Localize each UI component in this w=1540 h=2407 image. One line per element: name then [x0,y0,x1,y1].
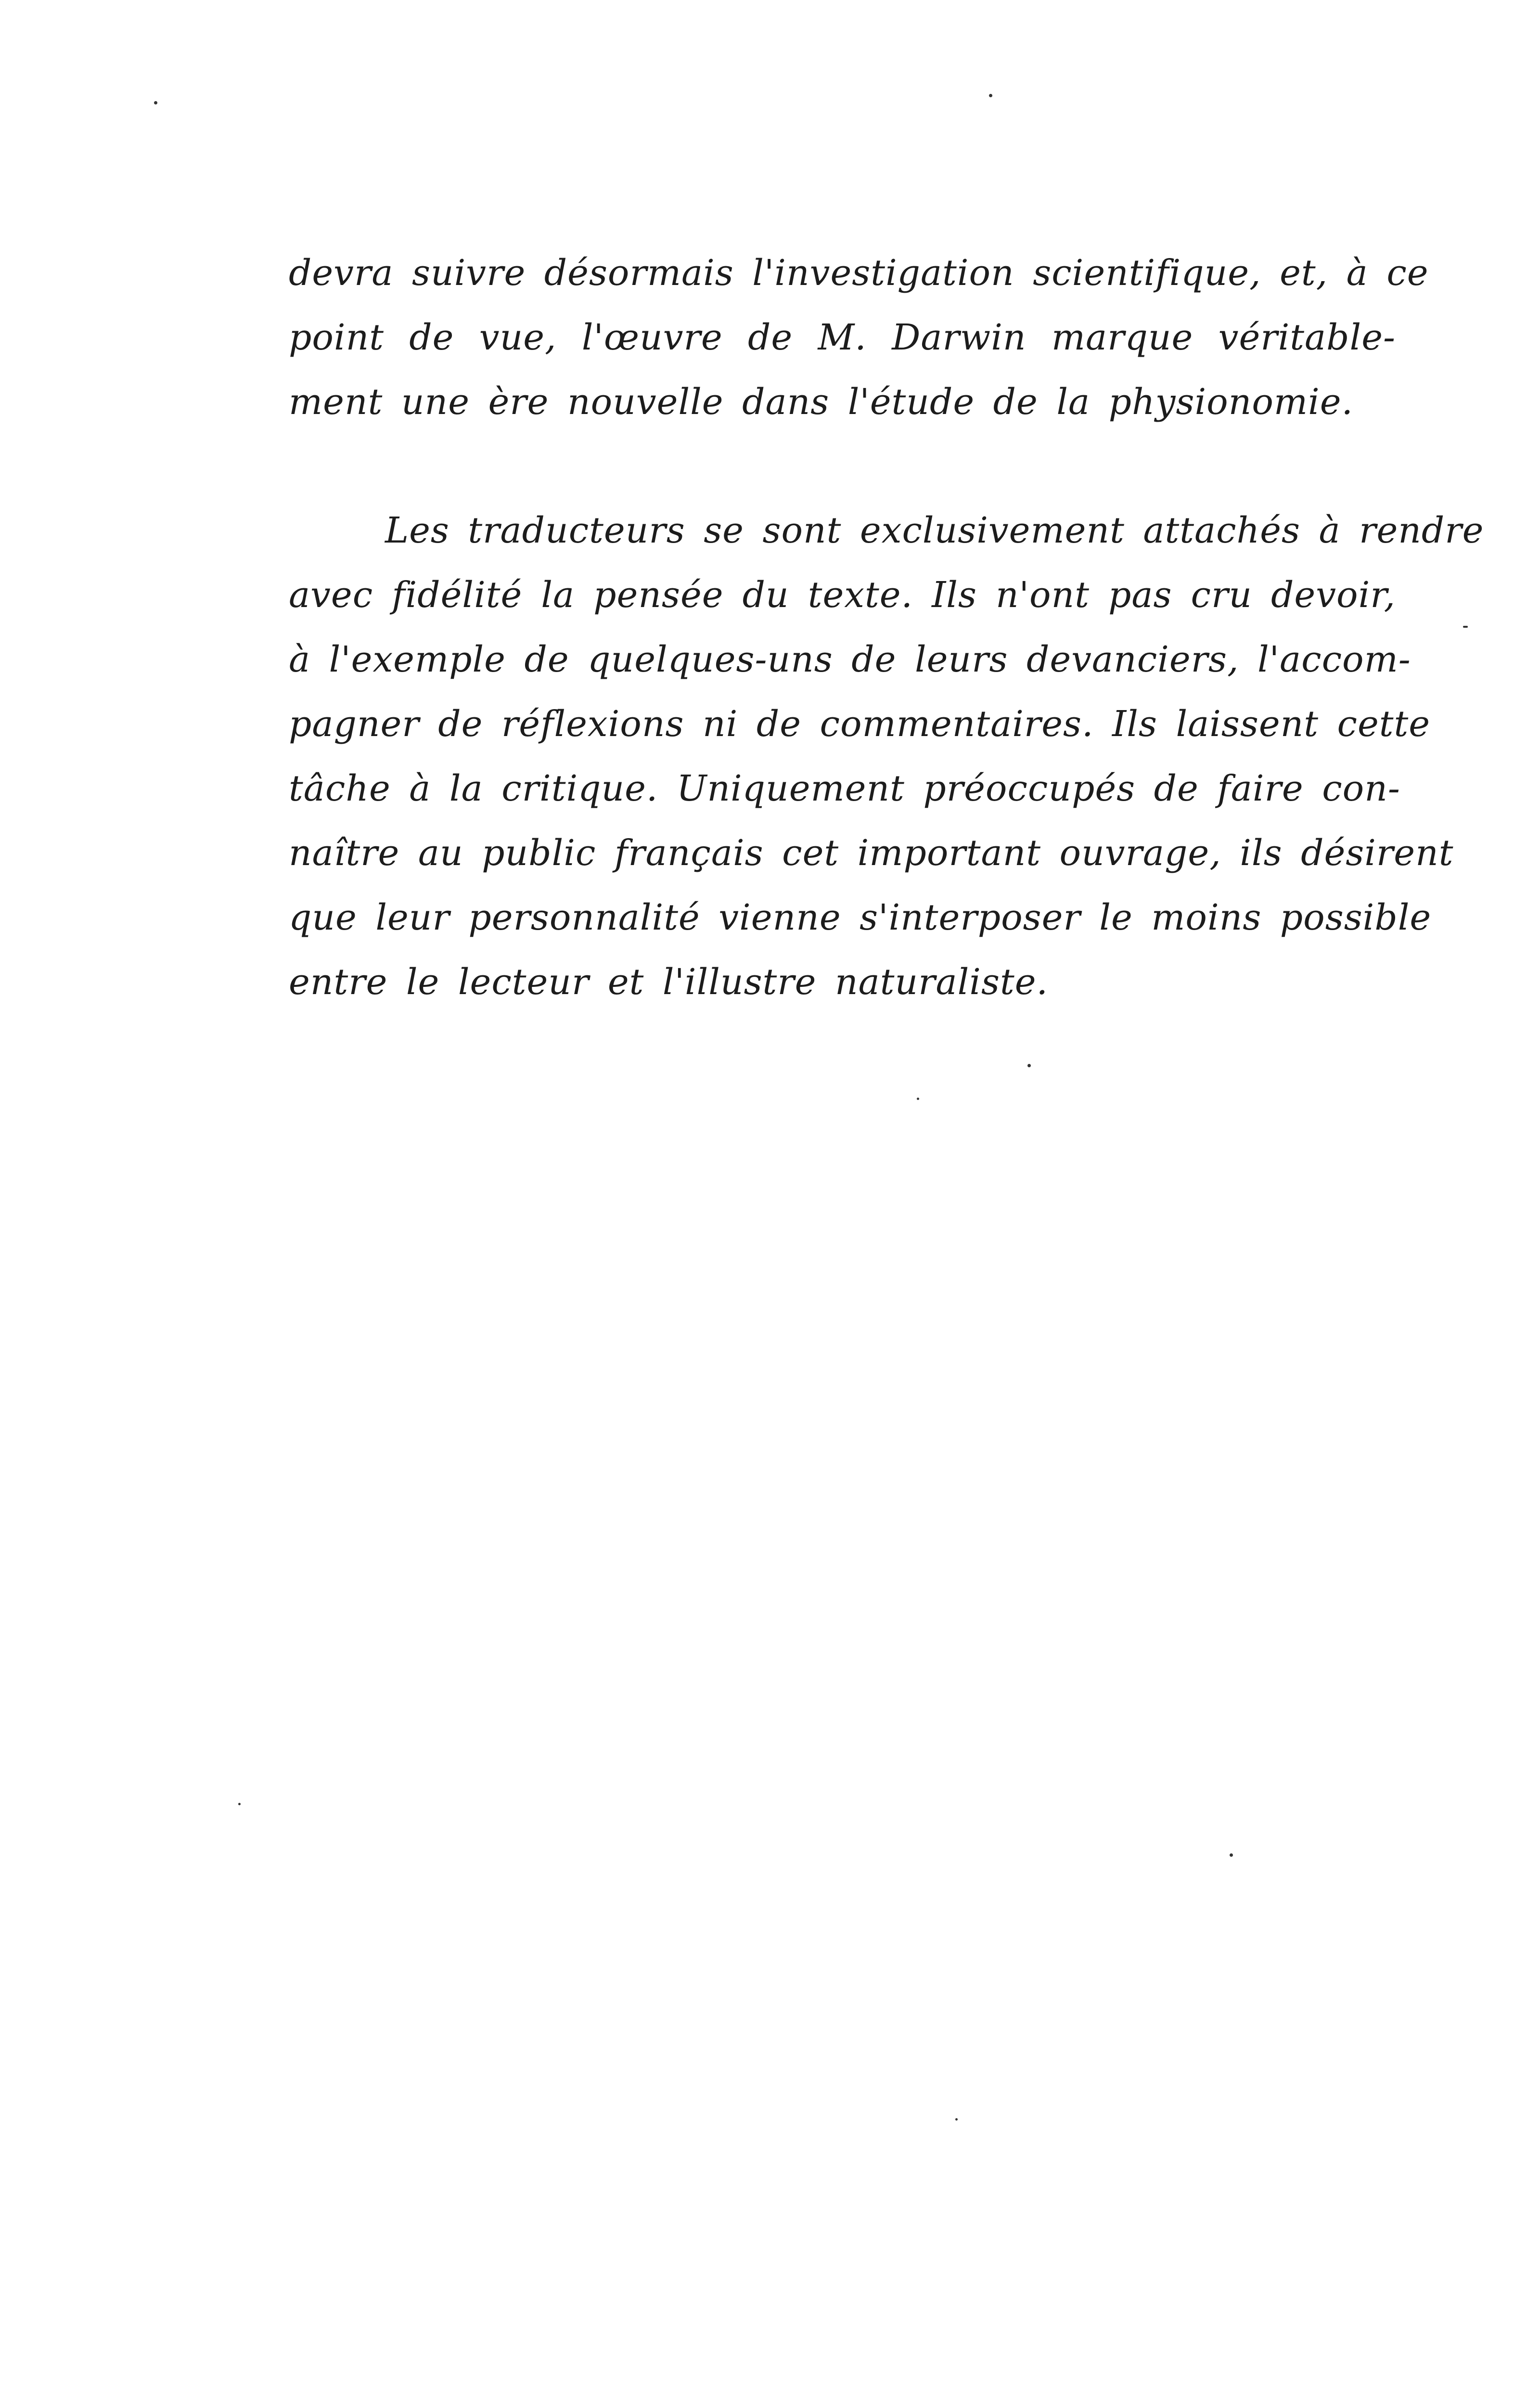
text-line: naître au public français cet important ouvrage, ils désirent [289,832,1454,874]
text-line: que leur personnalité vienne s'interposer le moins possible [289,897,1432,938]
scan-speck [1230,1853,1233,1857]
text-line: Les traducteurs se sont exclusivement attachés à rendre [385,510,1484,551]
paragraph-1 [289,241,1429,434]
text-line: pagner de réflexions ni de commentaires. Ils laissent cette [289,703,1431,745]
text-line: avec fidélité la pensée du texte. Ils n'ont pas cru devoir, [289,574,1396,616]
text-line: tâche à la critique. Uniquement préoccupés de faire con- [289,768,1400,809]
text-line: à l'exemple de quelques-uns de leurs devanciers, l'accom- [289,639,1411,680]
text-line: ment une ère nouvelle dans l'étude de la physionomie. [289,381,1354,423]
scan-speck [917,1098,919,1100]
paragraph-2 [289,498,1484,1014]
scan-speck [154,101,157,104]
scan-speck [1027,1064,1031,1067]
text-line: entre le lecteur et l'illustre naturaliste. [289,961,1049,1003]
scan-speck [1463,626,1468,628]
text-line: point de vue, l'œuvre de M. Darwin marque véritable- [289,317,1396,358]
text-line: devra suivre désormais l'investigation scientifique, et, à ce [289,252,1429,294]
scan-speck [955,2118,958,2121]
scan-speck [989,94,992,97]
scan-speck [238,1803,241,1805]
